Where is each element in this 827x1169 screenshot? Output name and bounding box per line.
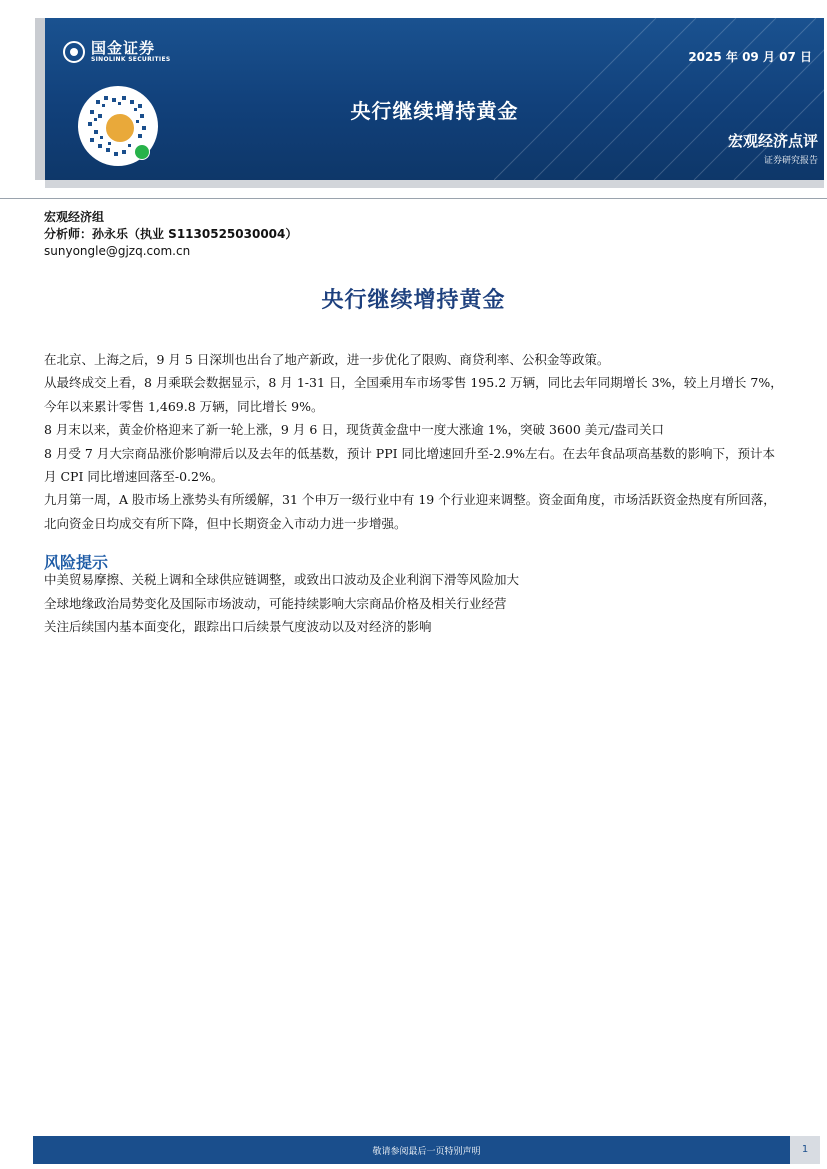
banner-left-strip	[35, 18, 45, 180]
paragraph: 九月第一周，A 股市场上涨势头有所缓解，31 个申万一级行业中有 19 个行业迎来调整。资金面角度，市场活跃资金热度有所回落，北向资金日均成交有所下降，但中长期资金入市动力进一步增强。	[44, 492, 776, 531]
risk-item: 中美贸易摩擦、关税上调和全球供应链调整，或致出口波动及企业利润下滑等风险加大	[44, 572, 520, 587]
report-date: 2025 年 09 月 07 日	[688, 50, 812, 64]
banner-bottom-strip	[45, 180, 824, 188]
header-divider	[0, 198, 827, 199]
header-banner	[45, 18, 824, 180]
logo-icon	[63, 41, 85, 63]
author-block	[44, 209, 297, 260]
research-group: 宏观经济组	[44, 210, 105, 224]
banner-title: 央行继续增持黄金	[350, 99, 519, 123]
wechat-mini-program-icon	[134, 144, 150, 160]
logo-english-name: SINOLINK SECURITIES	[91, 56, 171, 63]
logo-name: 国金证券	[91, 39, 156, 57]
page-number: 1	[790, 1136, 820, 1164]
paragraph: 从最终成交上看，8 月乘联会数据显示，8 月 1-31 日，全国乘用车市场零售 195.2 万辆，同比去年同期增长 3%，较上月增长 7%，今年以来累计零售 1,469.8 万辆，同比增长 9%。	[44, 375, 783, 414]
company-logo	[63, 40, 170, 64]
page-footer	[33, 1136, 820, 1164]
paragraph: 8 月受 7 月大宗商品涨价影响滞后以及去年的低基数，预计 PPI 同比增速回升至-2.9%左右。在去年食品项高基数的影响下，预计本月 CPI 同比增速回落至-0.2%。	[44, 445, 776, 485]
risk-heading: 风险提示	[44, 553, 109, 572]
risk-item: 关注后续国内基本面变化，跟踪出口后续景气度波动以及对经济的影响	[44, 619, 432, 634]
analyst-info: 分析师：孙永乐（执业 S1130525030004）	[44, 227, 298, 241]
analyst-email[interactable]: sunyongle@gjzq.com.cn	[44, 244, 191, 258]
document-title: 央行继续增持黄金	[321, 288, 506, 313]
paragraph: 在北京、上海之后，9 月 5 日深圳也出台了地产新政，进一步优化了限购、商贷利率、公积金等政策。	[44, 352, 610, 367]
paragraph: 8 月末以来，黄金价格迎来了新一轮上涨，9 月 6 日，现货黄金盘中一度大涨逾 1%，突破 3600 美元/盎司关口	[44, 422, 665, 438]
footer-disclaimer: 敬请参阅最后一页特别声明	[372, 1147, 481, 1157]
risk-item: 全球地缘政治局势变化及国际市场波动，可能持续影响大宗商品价格及相关行业经营	[44, 595, 507, 611]
body-text	[44, 348, 786, 535]
report-subtype: 证券研究报告	[763, 156, 818, 166]
report-type: 宏观经济点评	[727, 132, 818, 150]
risk-list	[44, 568, 786, 639]
